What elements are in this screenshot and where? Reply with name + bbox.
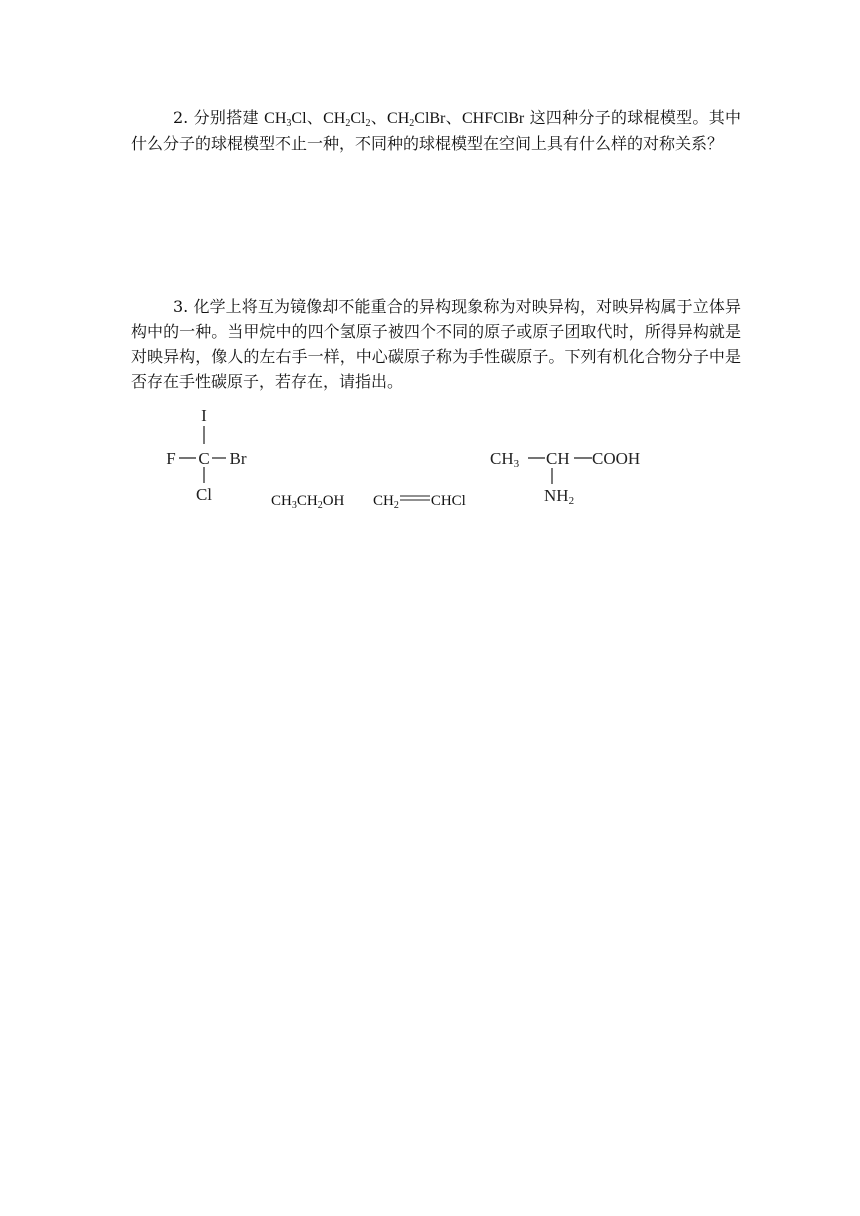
formula-chfclbr: CHFClBr: [461, 110, 525, 127]
formula-ethanol: $CH_3CH_2OH$: [271, 493, 345, 511]
question-3: [131, 294, 741, 394]
atom-left: F: [166, 449, 176, 468]
question-text: 这四种分子的球棍模型。其中什么分子的球棍模型不止一种，不同种的球棍模型在空间上具有什么样的对称关系？: [131, 108, 741, 153]
question-text: 分别搭建: [193, 108, 265, 127]
separator: 、: [370, 108, 388, 127]
question-number: 3.: [173, 297, 189, 316]
group-ch: CH: [546, 449, 570, 468]
question-2: [131, 105, 741, 156]
formula-ch3cl: $CH_3Cl$: [264, 110, 307, 129]
group-cooh: COOH: [592, 449, 641, 468]
structure-cfbrclI: [158, 404, 258, 504]
formula-ch2clbr: $CH_2ClBr$: [387, 110, 446, 129]
formula-vinyl-chloride: $CH_2$ CHCl: [373, 493, 466, 511]
structure-alanine: [488, 442, 668, 512]
question-text: 化学上将互为镜像却不能重合的异构现象称为对映异构，对映异构属于立体异构中的一种。当甲烷中的四个氢原子被四个不同的原子或原子团取代时，所得异构就是对映异构，像人的左右手一样，中心碳原子称为手性碳原子。下列有机化合物分子中是否存在手性碳原子，若存在，请指出。: [131, 297, 741, 391]
question-number: 2.: [173, 108, 189, 127]
formula-ch2cl2: $CH_2Cl_2$: [323, 110, 371, 129]
atom-top: I: [201, 406, 207, 425]
double-bond: [400, 493, 430, 503]
atom-right: Br: [229, 449, 247, 468]
group-nh2: NH2: [544, 486, 575, 507]
separator: 、: [306, 108, 324, 127]
atom-bottom: Cl: [195, 485, 213, 504]
atom-center: C: [198, 449, 210, 468]
separator: 、: [445, 108, 462, 127]
group-ch3: CH3: [490, 449, 520, 470]
